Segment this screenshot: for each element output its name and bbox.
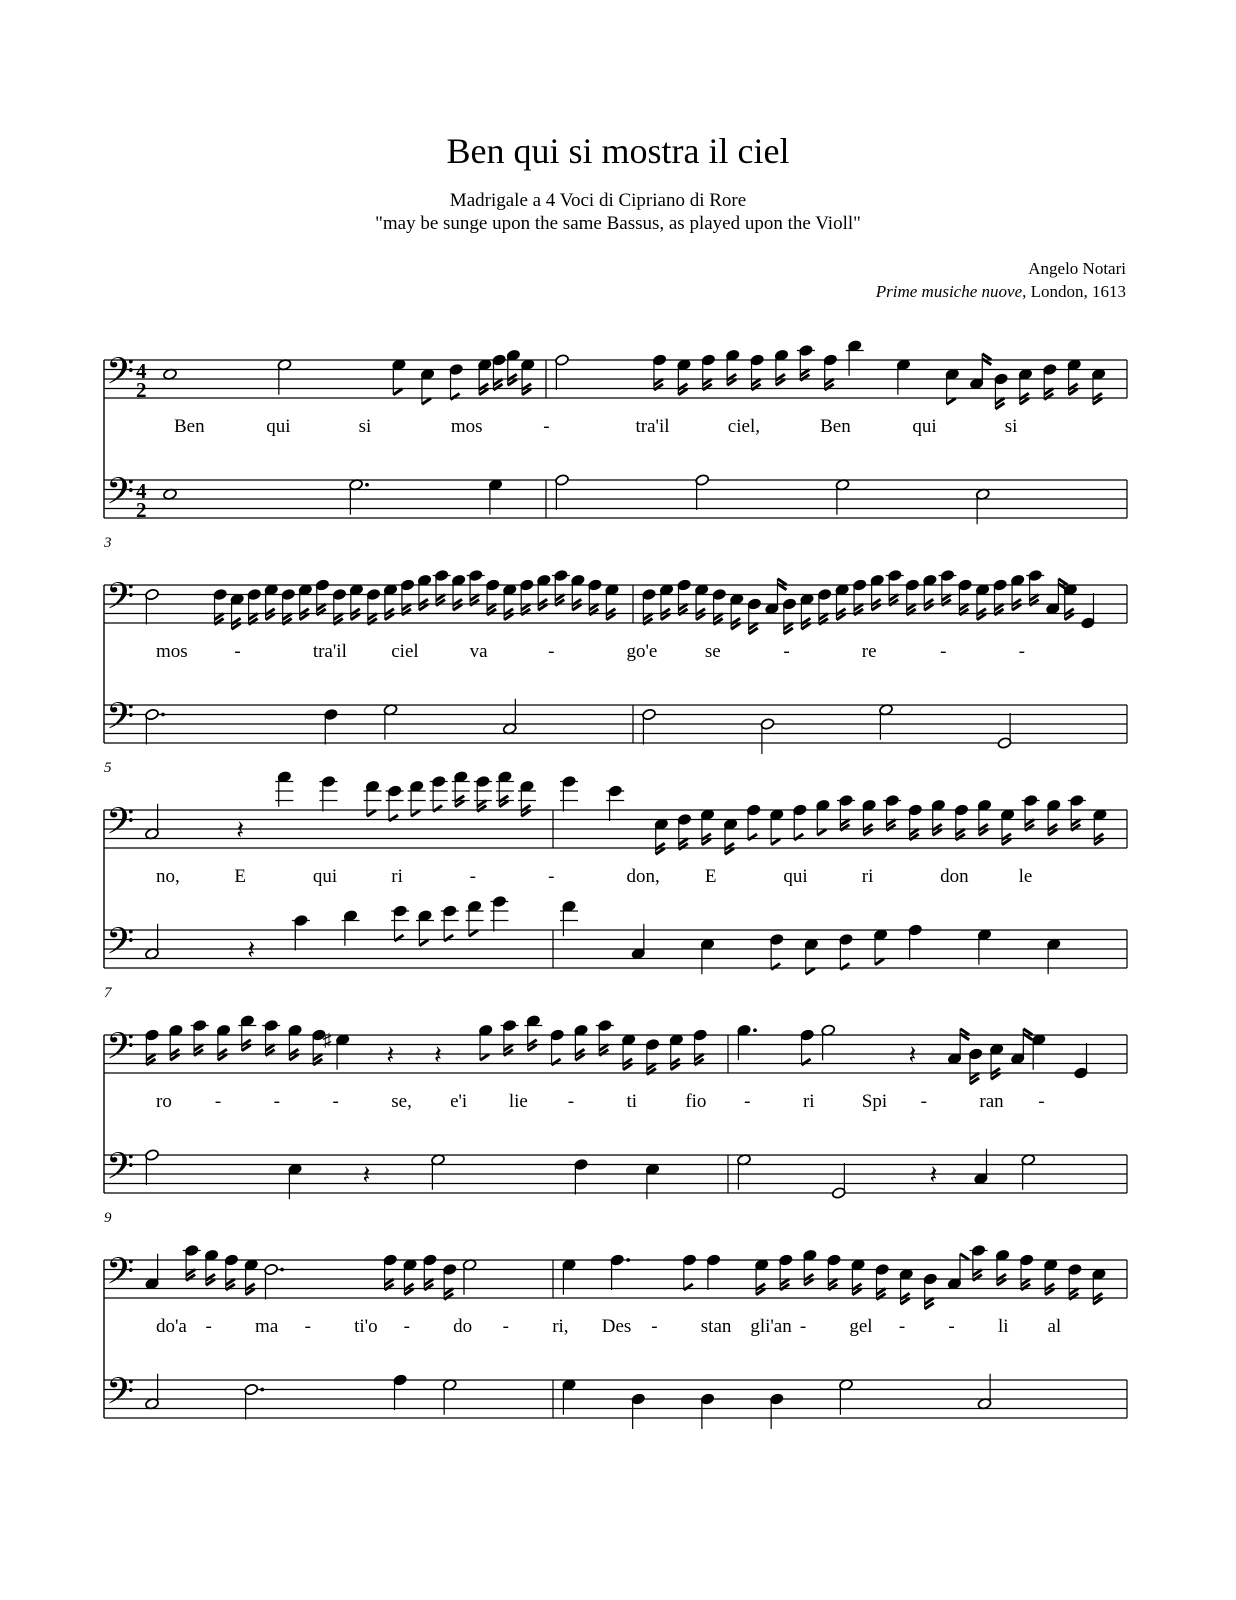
lyric-syllable: ciel,: [727, 416, 760, 437]
lyric-syllable: -: [940, 641, 947, 662]
bass-clef-icon: 𝄢: [106, 695, 135, 747]
lyric-syllable: -: [304, 1316, 311, 1337]
voice-note-sharp: ♯: [322, 1029, 332, 1050]
lyric-syllable: no,: [156, 866, 180, 887]
lyric-syllable: va: [469, 641, 488, 662]
lyric-syllable: ti: [626, 1091, 638, 1112]
lyric-syllable: gli'an: [750, 1316, 792, 1337]
lyric-syllable: -: [469, 866, 476, 887]
lyric-syllable: do'a: [156, 1316, 187, 1337]
voice-note-rest: 𝄽: [434, 1040, 442, 1071]
time-signature-bottom: 2: [136, 498, 147, 522]
bass-note-beam: [806, 968, 815, 974]
lyric-syllable: -: [543, 416, 550, 437]
bass-note-rest: 𝄽: [247, 935, 256, 966]
bass-clef-icon: 𝄢: [106, 1025, 135, 1077]
voice-note-rest: 𝄽: [908, 1040, 917, 1071]
lyric-syllable: qui: [266, 416, 291, 437]
bass-note-rest: 𝄽: [362, 1160, 371, 1191]
voice-note-beam: [422, 398, 431, 404]
lyric-syllable: -: [332, 1091, 339, 1112]
lyric-syllable: -: [948, 1316, 955, 1337]
bass-clef-icon: 𝄢: [106, 470, 135, 522]
lyric-syllable: si: [358, 416, 372, 437]
lyric-syllable: ti'o: [354, 1316, 378, 1337]
voice-note-beam: [367, 810, 376, 816]
bass-clef-icon: 𝄢: [106, 350, 135, 402]
lyric-syllable: ran: [979, 1091, 1004, 1112]
bass-clef-icon: 𝄢: [106, 1370, 135, 1422]
lyric-syllable: tra'il: [635, 416, 670, 437]
lyric-syllable: Des: [601, 1316, 632, 1337]
lyric-syllable: ri: [861, 866, 874, 887]
composer-name: Angelo Notari: [1028, 259, 1126, 278]
lyric-syllable: don: [940, 866, 969, 887]
lyric-syllable: tra'il: [312, 641, 347, 662]
bass-note-dot: [365, 483, 369, 487]
measure-number: 9: [104, 1210, 112, 1226]
lyric-syllable: -: [403, 1316, 410, 1337]
lyric-syllable: al: [1047, 1316, 1062, 1337]
lyric-syllable: -: [1038, 1091, 1045, 1112]
source-title: Prime musiche nuove: [875, 282, 1023, 301]
lyric-syllable: -: [799, 1316, 807, 1337]
bass-clef-icon: 𝄢: [106, 575, 135, 627]
lyric-syllable: qui: [912, 416, 937, 437]
subtitle-line-2: "may be sunge upon the same Bassus, as played upon the Violl": [375, 213, 861, 234]
lyric-syllable: ro: [156, 1091, 172, 1112]
voice-note-beam: [411, 810, 420, 816]
lyric-syllable: gel: [849, 1316, 873, 1337]
voice-note-beam: [393, 389, 402, 395]
voice-note-dot: [280, 1268, 284, 1272]
lyric-syllable: -: [920, 1091, 927, 1112]
lyric-syllable: -: [651, 1316, 658, 1337]
lyric-syllable: qui: [783, 866, 808, 887]
voice-note-beam: [771, 839, 780, 845]
subtitle-line-1: Madrigale a 4 Voci di Cipriano di Rore: [449, 190, 747, 211]
voice-note-beam: [947, 398, 956, 404]
lyric-syllable: -: [548, 866, 555, 887]
bass-note-dot: [161, 713, 165, 717]
lyric-syllable: ri: [391, 866, 403, 887]
lyric-syllable: -: [205, 1316, 212, 1337]
bass-note-dot: [260, 1388, 264, 1392]
lyric-syllable: E: [234, 866, 247, 887]
bass-clef-icon: 𝄢: [106, 1250, 135, 1302]
bass-clef-icon: 𝄢: [106, 800, 135, 852]
voice-note-rest: 𝄽: [236, 815, 245, 846]
lyric-syllable: se,: [391, 1091, 412, 1112]
lyric-syllable: mos: [450, 416, 483, 437]
measure-number: 3: [104, 535, 112, 551]
voice-note-rest: 𝄽: [386, 1040, 395, 1071]
lyric-syllable: si: [1004, 416, 1018, 437]
time-signature-bottom: 2: [136, 378, 147, 402]
lyric-syllable: -: [567, 1091, 575, 1112]
measure-number: 5: [104, 760, 112, 776]
bass-note-beam: [469, 930, 478, 936]
lyric-syllable: go'e: [626, 641, 658, 662]
piece-title: Ben qui si mostra il ciel: [446, 131, 790, 171]
lyric-syllable: ri: [802, 1091, 815, 1112]
measure-number: 7: [104, 985, 112, 1001]
bass-clef-icon: 𝄢: [106, 920, 135, 972]
lyric-syllable: -: [548, 641, 555, 662]
bass-note-beam: [419, 940, 428, 946]
lyric-syllable: -: [273, 1091, 280, 1112]
voice-note-dot: [626, 1258, 630, 1262]
lyric-syllable: se: [704, 641, 721, 662]
lyric-syllable: -: [214, 1091, 222, 1112]
lyric-syllable: -: [234, 641, 241, 662]
lyric-syllable: Ben: [174, 416, 205, 437]
voice-note-beam: [960, 1254, 969, 1260]
lyric-syllable: re: [861, 641, 877, 662]
lyric-syllable: fio: [685, 1091, 707, 1112]
time-signature-top: 4: [136, 479, 147, 503]
bass-note-beam: [875, 959, 884, 965]
bass-note-rest: 𝄽: [929, 1160, 938, 1191]
lyric-syllable: -: [898, 1316, 906, 1337]
lyric-syllable: li: [997, 1316, 1009, 1337]
time-signature-top: 4: [136, 359, 147, 383]
lyric-syllable: -: [744, 1091, 751, 1112]
lyric-syllable: e'i: [450, 1091, 468, 1112]
lyric-syllable: stan: [700, 1316, 732, 1337]
lyric-syllable: le: [1018, 866, 1033, 887]
source-place-date: , London, 1613: [1022, 282, 1126, 301]
lyric-syllable: E: [704, 866, 717, 887]
bass-clef-icon: 𝄢: [106, 1145, 135, 1197]
lyric-syllable: ciel: [391, 641, 419, 662]
voice-note-dot: [753, 1028, 757, 1032]
lyric-syllable: mos: [156, 641, 188, 662]
lyric-syllable: don,: [626, 866, 660, 887]
lyric-syllable: -: [1018, 641, 1025, 662]
lyric-syllable: Spi: [861, 1091, 888, 1112]
lyric-syllable: ma: [255, 1316, 279, 1337]
voice-note-beam: [480, 1054, 489, 1060]
lyric-syllable: ri,: [552, 1316, 569, 1337]
lyric-syllable: Ben: [820, 416, 851, 437]
lyric-syllable: -: [502, 1316, 510, 1337]
lyric-syllable: -: [783, 641, 790, 662]
lyric-syllable: do: [453, 1316, 473, 1337]
voice-note-beam: [817, 829, 826, 835]
lyric-syllable: lie: [508, 1091, 528, 1112]
lyric-syllable: qui: [312, 866, 338, 887]
